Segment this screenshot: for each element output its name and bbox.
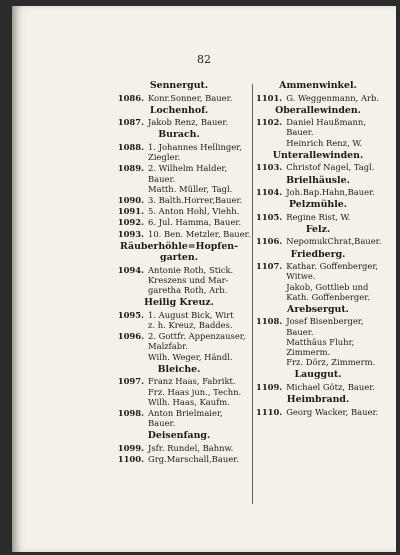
entry-line: Jsfr. Rundel, Bahnw. xyxy=(148,442,234,453)
entry-number: 1093. xyxy=(117,228,144,239)
section-header: Felz. xyxy=(305,223,331,235)
section-header: Unterallewinden. xyxy=(272,149,364,161)
entry-line: Wilh. Haas, Kaufm. xyxy=(148,396,230,407)
entry-number: 1107. xyxy=(256,261,283,272)
entry-line: Witwe. xyxy=(286,271,316,282)
entry-number: 1102. xyxy=(256,117,283,128)
directory-entry xyxy=(108,229,250,239)
entry-line: Kathar. Goffenberger, xyxy=(286,261,379,272)
entry-text xyxy=(286,382,380,392)
directory-entry xyxy=(108,310,250,330)
entry-text xyxy=(286,187,380,197)
entry-number: 1096. xyxy=(117,331,144,342)
entry-text xyxy=(148,142,250,162)
entry-line: 5. Anton Hohl, Viehh. xyxy=(148,206,240,217)
directory-entry xyxy=(108,331,250,362)
directory-entry xyxy=(256,93,380,103)
entry-number: 1110. xyxy=(256,406,283,417)
entry-text xyxy=(286,212,380,222)
directory-entry xyxy=(256,236,380,246)
entry-text xyxy=(148,195,250,205)
section-header: Deisenfang. xyxy=(147,430,211,442)
section-header: Pelzmühle. xyxy=(289,199,347,211)
directory-entry xyxy=(256,382,380,392)
left-column xyxy=(108,78,250,465)
section-header: Burach. xyxy=(158,129,200,141)
entry-number: 1092. xyxy=(117,217,144,228)
entry-number: 1109. xyxy=(256,381,283,392)
entry-line: Ziegler. xyxy=(148,152,181,163)
entry-text xyxy=(148,310,250,330)
entry-line: Heinrich Renz, W. xyxy=(286,137,363,148)
entry-text xyxy=(148,163,250,194)
entry-line: Frz. Haas jun., Techn. xyxy=(148,386,242,397)
entry-line: Franz Haas, Fabrikt. xyxy=(148,376,236,387)
entry-number: 1086. xyxy=(117,92,144,103)
entry-line: z. h. Kreuz, Baddes. xyxy=(148,320,233,331)
entry-line: Matth. Müller, Tagl. xyxy=(148,183,233,194)
entry-line: Anton Brielmaier, xyxy=(148,407,223,418)
directory-entry xyxy=(256,162,380,172)
directory-entry xyxy=(108,265,250,296)
entry-text xyxy=(286,407,380,417)
entry-line: 3. Balth.Horrer,Bauer. xyxy=(148,194,243,205)
entry-number: 1104. xyxy=(256,187,283,198)
entry-line: Bauer. xyxy=(148,418,176,429)
directory-entry xyxy=(256,316,380,367)
entry-line: 1. Johannes Hellinger, xyxy=(148,141,242,152)
section-header: Heimbrand. xyxy=(286,394,350,406)
entry-line: Zimmerm. xyxy=(286,347,331,358)
entry-text xyxy=(148,265,250,296)
section-header: Lauggut. xyxy=(294,369,342,381)
section-header: Sennergut. xyxy=(149,80,209,91)
entry-line: Konr.Sonner, Bauer. xyxy=(148,92,233,103)
entry-number: 1099. xyxy=(117,442,144,453)
directory-page xyxy=(12,6,396,552)
entry-text xyxy=(148,376,250,407)
directory-entry xyxy=(108,93,250,103)
directory-entry xyxy=(108,443,250,453)
directory-entry xyxy=(108,376,250,407)
entry-line: Regine Rist, W. xyxy=(286,211,351,222)
entry-text xyxy=(148,229,250,239)
entry-line: Wilh. Weger, Händl. xyxy=(148,351,233,362)
entry-number: 1101. xyxy=(256,92,283,103)
entry-text xyxy=(286,316,380,367)
entry-text xyxy=(148,117,250,127)
entry-text xyxy=(148,206,250,216)
entry-number: 1105. xyxy=(256,211,283,222)
entry-line: G. Weggenmann, Arb. xyxy=(286,92,380,103)
entry-text xyxy=(148,217,250,227)
directory-entry xyxy=(256,117,380,148)
entry-line: 6. Jul. Hamma, Bauer. xyxy=(148,217,242,228)
entry-number: 1090. xyxy=(117,194,144,205)
right-column xyxy=(256,78,380,418)
entry-line: 2. Gottfr. Appenzauser, xyxy=(148,331,246,342)
entry-line: 10. Ben. Metzler, Bauer. xyxy=(148,228,251,239)
entry-line: Bauer. xyxy=(286,127,314,138)
entry-number: 1087. xyxy=(117,117,144,128)
section-header: Heilig Kreuz. xyxy=(144,297,214,309)
directory-entry xyxy=(256,212,380,222)
entry-line: Christof Nagel, Tagl. xyxy=(286,162,375,173)
directory-entry xyxy=(108,117,250,127)
entry-number: 1089. xyxy=(117,163,144,174)
entry-line: Frz. Dörz, Zimmerm. xyxy=(286,357,376,368)
entry-number: 1103. xyxy=(256,162,283,173)
entry-line: 2. Wilhelm Halder, xyxy=(148,163,228,174)
entry-number: 1088. xyxy=(117,141,144,152)
entry-line: Georg Wacker, Bauer. xyxy=(286,406,379,417)
entry-line: Jakob Renz, Bauer. xyxy=(148,117,229,128)
entry-text xyxy=(148,454,250,464)
entry-line: Grg.Marschall,Bauer. xyxy=(148,454,239,465)
section-header: Friedberg. xyxy=(290,248,346,260)
entry-text xyxy=(148,443,250,453)
entry-line: Bauer. xyxy=(148,173,176,184)
entry-line: Josef Bisenberger, xyxy=(286,316,364,327)
entry-line: 1. August Bick, Wirt xyxy=(148,309,234,320)
entry-line: Daniel Haußmann, xyxy=(286,117,366,128)
entry-line: Kath. Goffenberger. xyxy=(286,291,370,302)
entry-number: 1108. xyxy=(256,316,283,327)
entry-number: 1095. xyxy=(117,309,144,320)
section-header: Brielhäusle. xyxy=(286,174,350,186)
entry-line: Kreszens und Mar- xyxy=(148,274,229,285)
entry-text xyxy=(286,162,380,172)
column-divider xyxy=(252,84,253,504)
entry-line: Malzfabr. xyxy=(148,341,188,352)
entry-number: 1091. xyxy=(117,206,144,217)
entry-number: 1100. xyxy=(117,454,144,465)
entry-text xyxy=(286,93,380,103)
directory-entry xyxy=(108,454,250,464)
entry-number: 1094. xyxy=(117,264,144,275)
entry-line: Michael Götz, Bauer. xyxy=(286,381,375,392)
entry-text xyxy=(286,261,380,302)
page-number: 82 xyxy=(197,53,211,66)
entry-line: Bauer. xyxy=(286,326,314,337)
directory-entry xyxy=(108,142,250,162)
entry-text xyxy=(148,331,250,362)
entry-line: Jakob, Gottlieb und xyxy=(286,281,369,292)
entry-number: 1098. xyxy=(117,407,144,418)
directory-entry xyxy=(108,163,250,194)
section-header: Bleiche. xyxy=(157,363,201,375)
directory-entry xyxy=(256,261,380,302)
section-header: Ammenwinkel. xyxy=(279,80,357,91)
entry-text xyxy=(286,117,380,148)
section-header: Oberallewinden. xyxy=(275,104,361,116)
entry-number: 1097. xyxy=(117,376,144,387)
entry-line: Matthäus Fluhr, xyxy=(286,336,355,347)
directory-entry xyxy=(108,217,250,227)
entry-number: 1106. xyxy=(256,236,283,247)
section-header: Arebsergut. xyxy=(287,303,349,315)
entry-text xyxy=(148,408,250,428)
entry-text xyxy=(148,93,250,103)
entry-line: Antonie Roth, Stick. xyxy=(148,264,234,275)
entry-line: NepomukChrat,Bauer. xyxy=(286,236,382,247)
directory-entry xyxy=(256,407,380,417)
directory-entry xyxy=(108,408,250,428)
entry-text xyxy=(286,236,381,246)
section-header: Lochenhof. xyxy=(149,104,209,116)
entry-line: Joh.Bap.Hahn,Bauer. xyxy=(286,187,375,198)
directory-entry xyxy=(108,195,250,205)
directory-entry xyxy=(256,187,380,197)
directory-entry xyxy=(108,206,250,216)
section-header: Räuberhöhle=Hopfen-garten. xyxy=(120,240,238,264)
entry-line: garetha Roth, Arb. xyxy=(148,285,228,296)
